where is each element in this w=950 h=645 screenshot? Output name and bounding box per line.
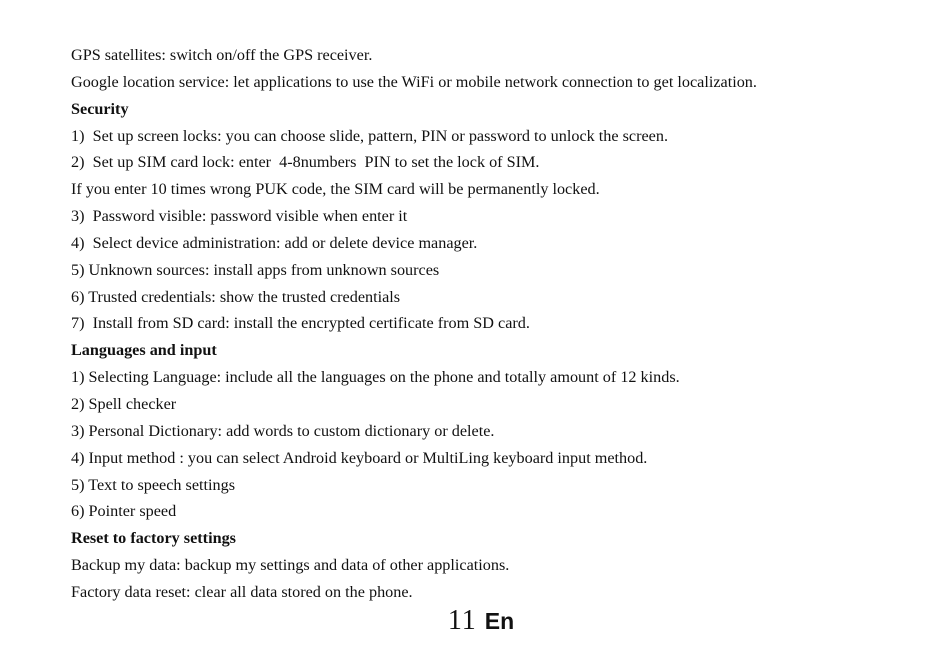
input-method-line: 4) Input method : you can select Android keyboard or MultiLing keyboard input method. — [71, 448, 648, 467]
install-from-sd-line: 7) Install from SD card: install the encrypted certificate from SD card. — [71, 314, 530, 333]
text-to-speech-line: 5) Text to speech settings — [71, 475, 236, 494]
unknown-sources-line: 5) Unknown sources: install apps from unknown sources — [71, 260, 440, 279]
gps-satellites-line: GPS satellites: switch on/off the GPS receiver. — [71, 46, 373, 64]
page-number: 11 — [447, 605, 477, 636]
reset-to-factory-heading: Reset to factory settings — [71, 529, 236, 548]
trusted-credentials-line: 6) Trusted credentials: show the trusted credentials — [71, 287, 401, 306]
factory-data-reset-line: Factory data reset: clear all data stored on the phone. — [71, 582, 413, 601]
spell-checker-line: 2) Spell checker — [71, 394, 177, 413]
device-administration-line: 4) Select device administration: add or delete device manager. — [71, 233, 478, 252]
password-visible-line: 3) Password visible: password visible when enter it — [71, 207, 408, 226]
languages-and-input-heading: Languages and input — [71, 341, 217, 360]
manual-page-body — [71, 42, 931, 606]
security-heading: Security — [71, 99, 129, 118]
pointer-speed-line: 6) Pointer speed — [71, 502, 177, 521]
google-location-service-line: Google location service: let applications to use the WiFi or mobile network connection to get localization. — [71, 72, 757, 91]
backup-my-data-line: Backup my data: backup my settings and data of other applications. — [71, 556, 510, 575]
puk-warning-line: If you enter 10 times wrong PUK code, the SIM card will be permanently locked. — [71, 180, 600, 199]
page-footer — [0, 603, 950, 639]
personal-dictionary-line: 3) Personal Dictionary: add words to custom dictionary or delete. — [71, 421, 495, 440]
language-tag: En — [484, 608, 515, 634]
selecting-language-line: 1) Selecting Language: include all the languages on the phone and totally amount of 12 kinds. — [71, 368, 680, 387]
screen-locks-line: 1) Set up screen locks: you can choose slide, pattern, PIN or password to unlock the screen. — [71, 126, 668, 145]
sim-card-lock-line: 2) Set up SIM card lock: enter 4-8numbers PIN to set the lock of SIM. — [71, 153, 540, 172]
